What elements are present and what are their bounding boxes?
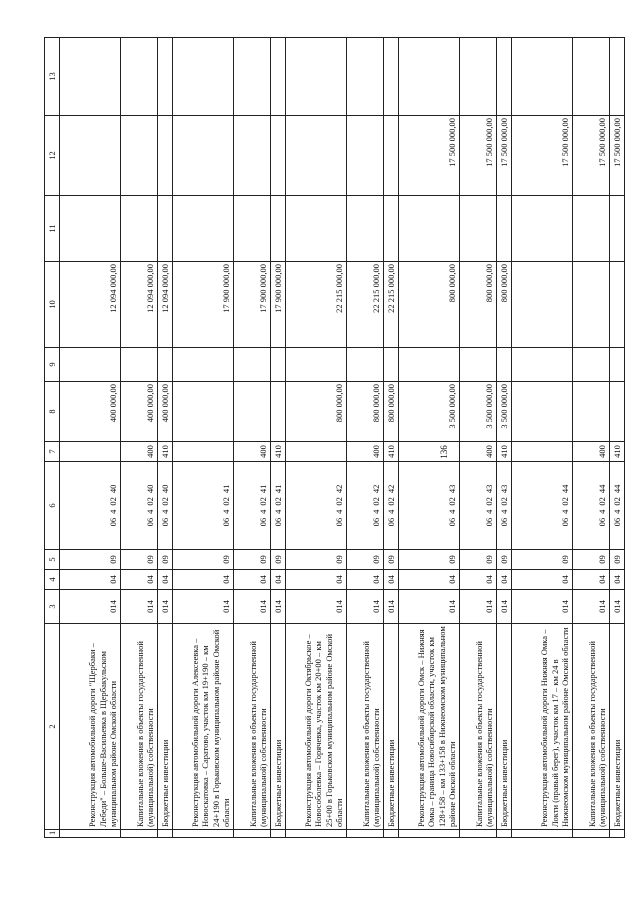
expense-type-code: 400 <box>121 442 158 462</box>
expense-type-code: 410 <box>271 442 286 462</box>
amount-col-12: 17 500 000,00 <box>610 116 625 196</box>
subsection-code: 09 <box>512 550 573 570</box>
target-article-part: 41 <box>258 484 269 494</box>
amount-col-13 <box>512 38 573 116</box>
ministry-code: 014 <box>286 590 347 624</box>
target-article-part: 06 <box>499 517 510 527</box>
amount-col-13 <box>121 38 158 116</box>
amount-col-12: 17 500 000,00 <box>399 116 460 196</box>
amount-col-13 <box>610 38 625 116</box>
header-cell-2: 2 <box>45 624 60 830</box>
amount-col-8: 3 500 000,00 <box>497 382 512 442</box>
amount-col-8 <box>512 382 573 442</box>
table-row <box>399 38 460 838</box>
subsection-code: 09 <box>610 550 625 570</box>
target-article-part: 41 <box>221 484 232 494</box>
target-article-code <box>497 462 512 550</box>
amount-col-11 <box>347 196 384 262</box>
amount-col-9 <box>234 348 271 382</box>
amount-col-10: 22 215 000,00 <box>286 262 347 348</box>
section-code: 04 <box>121 570 158 590</box>
amount-col-12: 17 500 000,00 <box>460 116 497 196</box>
amount-col-11 <box>173 196 234 262</box>
target-article-code <box>286 462 347 550</box>
target-article-part: 06 <box>334 517 345 527</box>
expense-type-code: 410 <box>384 442 399 462</box>
amount-col-9 <box>60 348 121 382</box>
section-code: 04 <box>173 570 234 590</box>
target-article-code <box>60 462 121 550</box>
amount-col-11 <box>610 196 625 262</box>
amount-col-8 <box>234 382 271 442</box>
row-description: Капитальные вложения в объекты государственной (муниципальной) собственности <box>573 624 610 830</box>
target-article-code <box>121 462 158 550</box>
amount-col-13 <box>286 38 347 116</box>
target-article-part: 06 <box>447 517 458 527</box>
amount-col-8: 3 500 000,00 <box>460 382 497 442</box>
expense-type-code <box>512 442 573 462</box>
target-article-code <box>460 462 497 550</box>
section-code: 04 <box>60 570 121 590</box>
section-code: 04 <box>512 570 573 590</box>
ministry-code: 014 <box>460 590 497 624</box>
amount-col-10: 17 900 000,00 <box>271 262 286 348</box>
row-description: Реконструкция автомобильной дороги Нижняя Омка – Локти (правый берег), участок км 17 – км 24 в Нижнеомском муниципальном районе Омской области <box>512 624 573 830</box>
target-article-part: 44 <box>612 484 623 494</box>
amount-col-12: 17 500 000,00 <box>512 116 573 196</box>
amount-col-13 <box>158 38 173 116</box>
table-row <box>121 38 158 838</box>
amount-col-10: 800 000,00 <box>460 262 497 348</box>
section-code: 04 <box>234 570 271 590</box>
ministry-code: 014 <box>610 590 625 624</box>
amount-col-11 <box>573 196 610 262</box>
subsection-code: 09 <box>497 550 512 570</box>
row-marker-cell <box>173 830 234 838</box>
rotated-page <box>44 38 623 838</box>
table-row <box>610 38 625 838</box>
subsection-code: 09 <box>286 550 347 570</box>
amount-col-8: 400 000,00 <box>158 382 173 442</box>
target-article-part: 42 <box>371 484 382 494</box>
section-code: 04 <box>460 570 497 590</box>
subsection-code: 09 <box>399 550 460 570</box>
row-description: Капитальные вложения в объекты государственной (муниципальной) собственности <box>234 624 271 830</box>
target-article-part: 4 <box>371 509 382 514</box>
row-description: Бюджетные инвестиции <box>271 624 286 830</box>
amount-col-12 <box>286 116 347 196</box>
amount-col-11 <box>497 196 512 262</box>
amount-col-8: 400 000,00 <box>60 382 121 442</box>
amount-col-13 <box>271 38 286 116</box>
row-description: Бюджетные инвестиции <box>384 624 399 830</box>
table-row <box>234 38 271 838</box>
target-article-code <box>512 462 573 550</box>
target-article-part: 02 <box>386 497 397 506</box>
row-description: Реконструкция автомобильной дороги Алексеевка – Новоскатовка – Саратово, участок км 19+190 – км 24+190 в Горьковском муниципальном районе Омской области <box>173 624 234 830</box>
amount-col-13 <box>573 38 610 116</box>
amount-col-13 <box>384 38 399 116</box>
header-cell-3: 3 <box>45 590 60 624</box>
subsection-code: 09 <box>271 550 286 570</box>
target-article-part: 06 <box>597 517 608 527</box>
amount-col-8: 800 000,00 <box>286 382 347 442</box>
row-marker-cell <box>384 830 399 838</box>
amount-col-13 <box>460 38 497 116</box>
amount-col-9 <box>173 348 234 382</box>
amount-col-11 <box>234 196 271 262</box>
subsection-code: 09 <box>384 550 399 570</box>
amount-col-9 <box>347 348 384 382</box>
table-row <box>460 38 497 838</box>
target-article-part: 02 <box>597 497 608 506</box>
table-row <box>286 38 347 838</box>
target-article-part: 06 <box>484 517 495 527</box>
row-description: Капитальные вложения в объекты государственной (муниципальной) собственности <box>121 624 158 830</box>
target-article-part: 06 <box>273 517 284 527</box>
subsection-code: 09 <box>173 550 234 570</box>
expense-type-code: 410 <box>158 442 173 462</box>
amount-col-10: 22 215 000,00 <box>384 262 399 348</box>
target-article-part: 06 <box>560 517 571 527</box>
table-row <box>271 38 286 838</box>
target-article-code <box>610 462 625 550</box>
amount-col-8: 3 500 000,00 <box>399 382 460 442</box>
target-article-part: 40 <box>108 484 119 494</box>
target-article-part: 4 <box>160 509 171 514</box>
header-cell-12: 12 <box>45 116 60 196</box>
amount-col-9 <box>497 348 512 382</box>
amount-col-9 <box>384 348 399 382</box>
target-article-code <box>158 462 173 550</box>
target-article-part: 4 <box>258 509 269 514</box>
section-code: 04 <box>347 570 384 590</box>
amount-col-11 <box>121 196 158 262</box>
row-description: Реконструкция автомобильной дороги Октябрьское – Новособолевка – Горячевка, участок км 20+00 – км 25+00 в Горьковском муниципальном районе Омской области <box>286 624 347 830</box>
table-row <box>158 38 173 838</box>
target-article-part: 4 <box>108 509 119 514</box>
row-marker-cell <box>234 830 271 838</box>
ministry-code: 014 <box>234 590 271 624</box>
row-description: Бюджетные инвестиции <box>158 624 173 830</box>
target-article-part: 02 <box>258 497 269 506</box>
header-cell-13: 13 <box>45 38 60 116</box>
subsection-code: 09 <box>234 550 271 570</box>
subsection-code: 09 <box>60 550 121 570</box>
target-article-part: 06 <box>221 517 232 527</box>
amount-col-12 <box>271 116 286 196</box>
amount-col-8: 800 000,00 <box>384 382 399 442</box>
amount-col-9 <box>512 348 573 382</box>
amount-col-8 <box>271 382 286 442</box>
table-row <box>512 38 573 838</box>
target-article-part: 4 <box>597 509 608 514</box>
amount-col-10: 17 900 000,00 <box>234 262 271 348</box>
target-article-part: 02 <box>160 497 171 506</box>
amount-col-12 <box>158 116 173 196</box>
target-article-part: 02 <box>499 497 510 506</box>
row-marker-cell <box>512 830 573 838</box>
budget-table <box>44 37 625 838</box>
amount-col-9 <box>460 348 497 382</box>
amount-col-10: 12 094 000,00 <box>158 262 173 348</box>
target-article-part: 40 <box>145 484 156 494</box>
row-marker-cell <box>271 830 286 838</box>
expense-type-code: 400 <box>573 442 610 462</box>
table-row <box>573 38 610 838</box>
target-article-part: 02 <box>145 497 156 506</box>
target-article-part: 06 <box>612 517 623 527</box>
table-body <box>45 38 625 838</box>
target-article-part: 4 <box>145 509 156 514</box>
row-marker-cell <box>347 830 384 838</box>
expense-type-code: 400 <box>234 442 271 462</box>
amount-col-13 <box>399 38 460 116</box>
amount-col-12 <box>60 116 121 196</box>
expense-type-code <box>399 442 460 462</box>
row-marker-cell <box>286 830 347 838</box>
expense-type-code <box>286 442 347 462</box>
header-cell-11: 11 <box>45 196 60 262</box>
target-article-code <box>271 462 286 550</box>
target-article-part: 02 <box>560 497 571 506</box>
target-article-part: 06 <box>386 517 397 527</box>
section-code: 04 <box>384 570 399 590</box>
target-article-part: 43 <box>484 484 495 494</box>
target-article-part: 4 <box>560 509 571 514</box>
ministry-code: 014 <box>399 590 460 624</box>
ministry-code: 014 <box>573 590 610 624</box>
target-article-part: 44 <box>560 484 571 494</box>
target-article-part: 06 <box>145 517 156 527</box>
section-code: 04 <box>158 570 173 590</box>
target-article-part: 43 <box>499 484 510 494</box>
table-row <box>497 38 512 838</box>
amount-col-11 <box>158 196 173 262</box>
target-article-code <box>573 462 610 550</box>
ministry-code: 014 <box>60 590 121 624</box>
amount-col-9 <box>271 348 286 382</box>
row-marker-cell <box>158 830 173 838</box>
target-article-code <box>234 462 271 550</box>
header-cell-1: 1 <box>45 830 60 838</box>
amount-col-12 <box>347 116 384 196</box>
target-article-part: 42 <box>334 484 345 494</box>
target-article-part: 44 <box>597 484 608 494</box>
target-article-part: 4 <box>221 509 232 514</box>
target-article-part: 02 <box>447 497 458 506</box>
amount-col-10 <box>573 262 610 348</box>
row-description: Бюджетные инвестиции <box>497 624 512 830</box>
amount-col-10: 22 215 000,00 <box>347 262 384 348</box>
expense-type-code: 410 <box>610 442 625 462</box>
amount-col-9 <box>158 348 173 382</box>
target-article-part: 06 <box>371 517 382 527</box>
amount-col-12 <box>384 116 399 196</box>
target-article-part: 06 <box>160 517 171 527</box>
amount-col-13 <box>173 38 234 116</box>
expense-type-code: 400 <box>460 442 497 462</box>
row-marker-cell <box>60 830 121 838</box>
amount-col-11 <box>286 196 347 262</box>
subsection-code: 09 <box>121 550 158 570</box>
table-row <box>60 38 121 838</box>
target-article-part: 40 <box>160 484 171 494</box>
amount-col-11 <box>60 196 121 262</box>
row-marker-cell <box>610 830 625 838</box>
ministry-code: 014 <box>512 590 573 624</box>
amount-col-10: 12 094 000,00 <box>60 262 121 348</box>
row-description: Капитальные вложения в объекты государственной (муниципальной) собственности <box>460 624 497 830</box>
amount-col-9 <box>399 348 460 382</box>
target-article-part: 42 <box>386 484 397 494</box>
table-row <box>173 38 234 838</box>
target-article-part: 02 <box>371 497 382 506</box>
section-code: 04 <box>399 570 460 590</box>
ministry-code: 014 <box>384 590 399 624</box>
amount-col-12: 17 500 000,00 <box>573 116 610 196</box>
header-cell-10: 10 <box>45 262 60 348</box>
subsection-code: 09 <box>573 550 610 570</box>
section-code: 04 <box>610 570 625 590</box>
amount-col-12: 17 500 000,00 <box>497 116 512 196</box>
ministry-code: 014 <box>497 590 512 624</box>
target-article-code <box>384 462 399 550</box>
target-article-part: 43 <box>447 484 458 494</box>
expense-type-code: 400 <box>347 442 384 462</box>
section-code: 04 <box>286 570 347 590</box>
row-marker-cell <box>573 830 610 838</box>
amount-col-10: 17 900 000,00 <box>173 262 234 348</box>
section-code: 04 <box>497 570 512 590</box>
target-article-part: 4 <box>334 509 345 514</box>
target-article-code <box>173 462 234 550</box>
target-article-part: 4 <box>273 509 284 514</box>
amount-col-11 <box>271 196 286 262</box>
target-article-part: 02 <box>108 497 119 506</box>
ministry-code: 014 <box>271 590 286 624</box>
expense-type-code <box>173 442 234 462</box>
target-article-code <box>347 462 384 550</box>
target-article-part: 06 <box>258 517 269 527</box>
amount-col-11 <box>460 196 497 262</box>
target-article-part: 4 <box>612 509 623 514</box>
row-marker-cell <box>399 830 460 838</box>
header-cell-8: 8 <box>45 382 60 442</box>
row-description: Реконструкция автомобильной дороги Омск – Нижняя Омка – граница Новосибирской области, участок км 128+158 – км 133+158 в Нижнеомском муниципальном районе Омской области <box>399 624 460 830</box>
amount-col-10 <box>512 262 573 348</box>
section-code: 04 <box>573 570 610 590</box>
amount-col-8 <box>173 382 234 442</box>
header-cell-5: 5 <box>45 550 60 570</box>
amount-col-8 <box>610 382 625 442</box>
row-description: Реконструкция автомобильной дороги "Щербаки – Лебеди" – Больше-Васильевка в Щербакульском муниципальном районе Омской области <box>60 624 121 830</box>
amount-col-12 <box>234 116 271 196</box>
subsection-code: 09 <box>460 550 497 570</box>
expense-type-code: 410 <box>497 442 512 462</box>
row-marker-cell <box>497 830 512 838</box>
amount-col-9 <box>610 348 625 382</box>
target-article-part: 4 <box>499 509 510 514</box>
subsection-code: 09 <box>158 550 173 570</box>
section-code: 04 <box>271 570 286 590</box>
amount-col-10: 800 000,00 <box>399 262 460 348</box>
amount-col-13 <box>497 38 512 116</box>
amount-col-13 <box>234 38 271 116</box>
header-cell-9: 9 <box>45 348 60 382</box>
amount-col-9 <box>286 348 347 382</box>
table-row <box>347 38 384 838</box>
header-cell-7: 7 <box>45 442 60 462</box>
amount-col-8 <box>573 382 610 442</box>
amount-col-9 <box>573 348 610 382</box>
amount-col-11 <box>384 196 399 262</box>
target-article-part: 4 <box>447 509 458 514</box>
ministry-code: 014 <box>158 590 173 624</box>
amount-col-8: 400 000,00 <box>121 382 158 442</box>
subsection-code: 09 <box>347 550 384 570</box>
target-article-part: 4 <box>386 509 397 514</box>
table-row <box>384 38 399 838</box>
target-article-code <box>399 462 460 550</box>
page-number: 136 <box>439 445 449 459</box>
target-article-part: 02 <box>612 497 623 506</box>
amount-col-11 <box>399 196 460 262</box>
target-article-part: 4 <box>484 509 495 514</box>
amount-col-10 <box>610 262 625 348</box>
amount-col-8: 800 000,00 <box>347 382 384 442</box>
amount-col-10: 12 094 000,00 <box>121 262 158 348</box>
ministry-code: 014 <box>347 590 384 624</box>
target-article-part: 02 <box>221 497 232 506</box>
row-marker-cell <box>121 830 158 838</box>
target-article-part: 06 <box>108 517 119 527</box>
amount-col-13 <box>347 38 384 116</box>
amount-col-10: 800 000,00 <box>497 262 512 348</box>
ministry-code: 014 <box>121 590 158 624</box>
row-marker-cell <box>460 830 497 838</box>
target-article-part: 41 <box>273 484 284 494</box>
row-description: Капитальные вложения в объекты государственной (муниципальной) собственности <box>347 624 384 830</box>
amount-col-12 <box>173 116 234 196</box>
amount-col-9 <box>121 348 158 382</box>
row-description: Бюджетные инвестиции <box>610 624 625 830</box>
amount-col-12 <box>121 116 158 196</box>
amount-col-11 <box>512 196 573 262</box>
expense-type-code <box>60 442 121 462</box>
target-article-part: 02 <box>273 497 284 506</box>
amount-col-13 <box>60 38 121 116</box>
header-cell-4: 4 <box>45 570 60 590</box>
table-rotator <box>44 38 623 838</box>
header-cell-6: 6 <box>45 462 60 550</box>
target-article-part: 02 <box>334 497 345 506</box>
target-article-part: 02 <box>484 497 495 506</box>
ministry-code: 014 <box>173 590 234 624</box>
header-row <box>45 38 60 838</box>
